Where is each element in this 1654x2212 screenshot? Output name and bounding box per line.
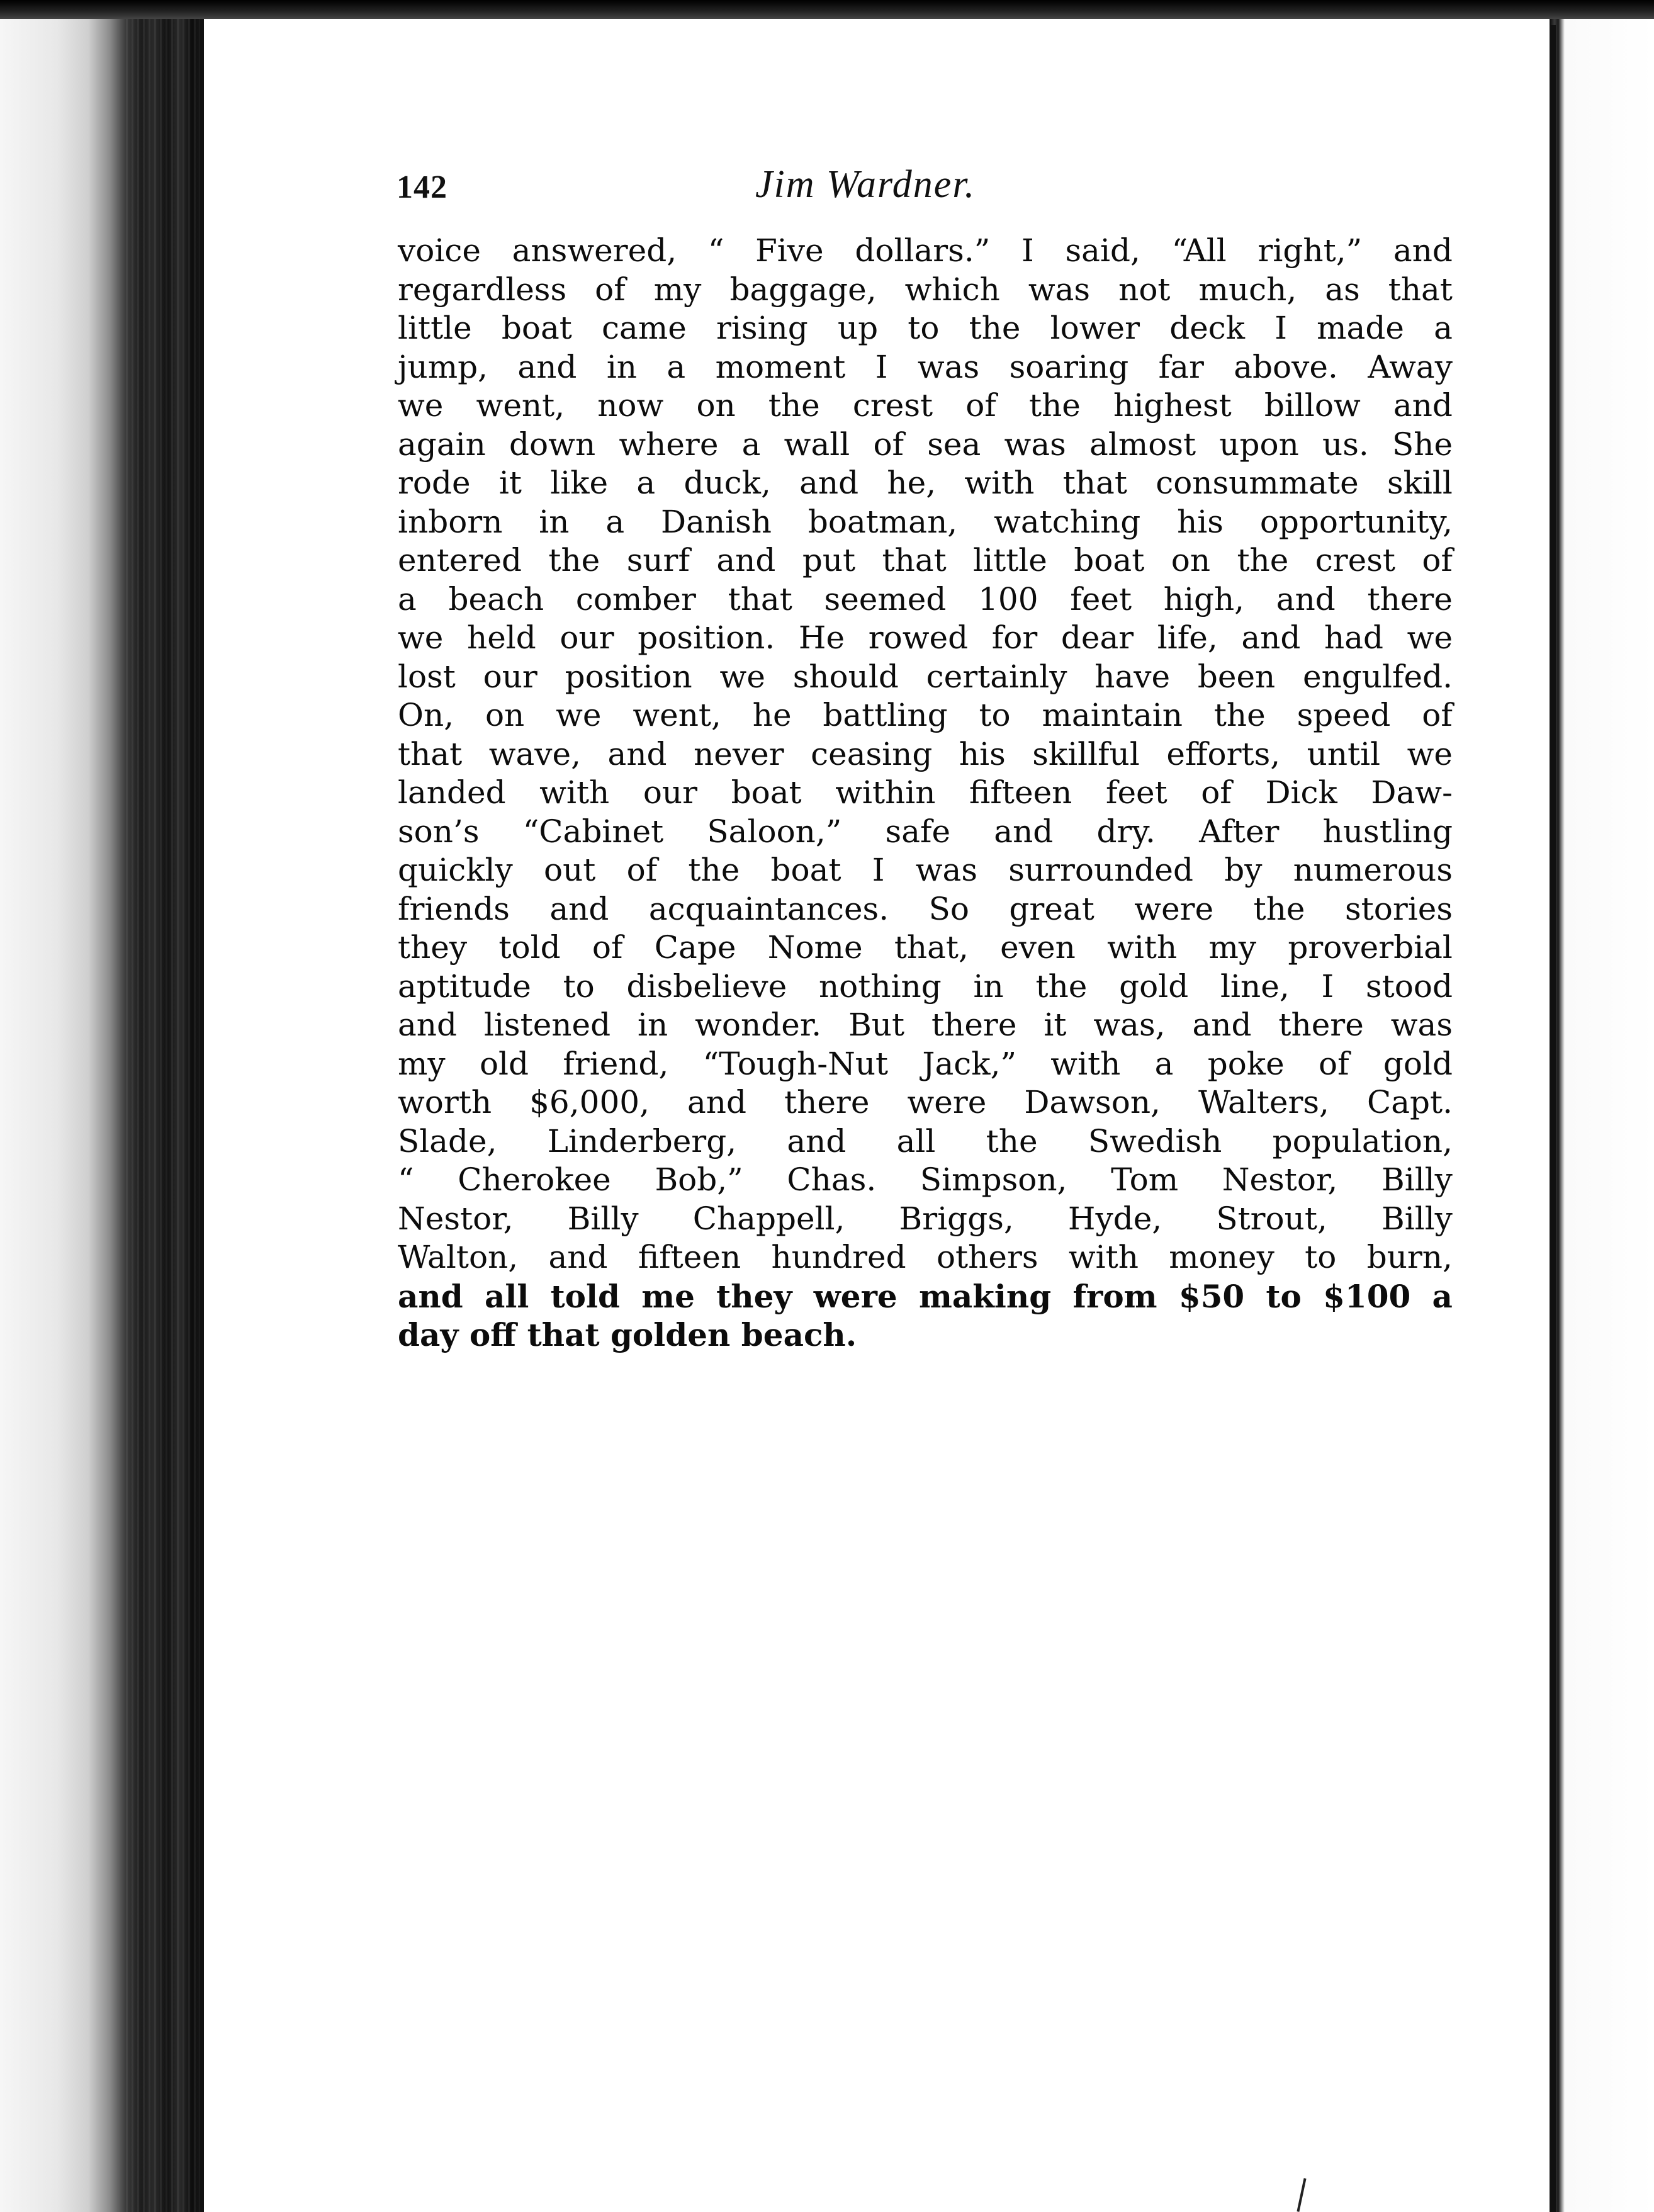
text-line: voice answered, “ Five dollars.” I said, “All right,” and [398, 232, 1453, 269]
text-line: “ Cherokee Bob,” Chas. Simpson, Tom Nestor, Billy [398, 1161, 1453, 1198]
text-line: day off that golden beach. [398, 1316, 857, 1353]
text-line: aptitude to disbelieve nothing in the gold line, I stood [398, 968, 1453, 1005]
text-line: little boat came rising up to the lower deck I made a [398, 310, 1453, 346]
text-line: inborn in a Danish boatman, watching his opportunity, [398, 503, 1453, 540]
text-line: Walton, and fifteen hundred others with money to burn, [398, 1239, 1453, 1275]
text-line: we held our position. He rowed for dear life, and had we [398, 619, 1453, 656]
text-line: worth $6,000, and there were Dawson, Walters, Capt. [398, 1084, 1453, 1120]
running-head [397, 165, 1057, 215]
text-line: friends and acquaintances. So great were the stories [398, 890, 1453, 927]
text-line: On, on we went, he battling to maintain the speed of [398, 697, 1453, 733]
text-line: entered the surf and put that little boat on the crest of [398, 542, 1453, 578]
text-line: my old friend, “Tough-Nut Jack,” with a poke of gold [398, 1045, 1453, 1082]
text-line: Nestor, Billy Chappell, Briggs, Hyde, Strout, Billy [398, 1200, 1453, 1237]
book-page-edges [0, 0, 214, 2212]
gutter-shadow [1550, 25, 1556, 2212]
text-line: we went, now on the crest of the highest billow and [398, 387, 1453, 424]
right-page-margin [1550, 0, 1654, 2212]
text-line: and all told me they were making from $50 to $100 a [398, 1277, 1453, 1315]
page-number: 142 [397, 169, 447, 205]
text-line: quickly out of the boat I was surrounded by numerous [398, 852, 1453, 888]
text-line: rode it like a duck, and he, with that consummate skill [398, 465, 1453, 501]
text-line: Slade, Linderberg, and all the Swedish population, [398, 1122, 1453, 1160]
text-line: son’s “Cabinet Saloon,” safe and dry. After hustling [398, 813, 1453, 850]
top-scan-border [0, 0, 1654, 19]
text-line: that wave, and never ceasing his skillful efforts, until we [398, 735, 1453, 772]
text-line: regardless of my baggage, which was not much, as that [398, 271, 1453, 308]
text-line: a beach comber that seemed 100 feet high, and there [398, 580, 1453, 618]
text-line: lost our position we should certainly have been engulfed. [398, 658, 1453, 695]
text-line: they told of Cape Nome that, even with my proverbial [398, 929, 1453, 966]
text-line: and listened in wonder. But there it was, and there was [398, 1007, 1453, 1043]
text-line: landed with our boat within fifteen feet of Dick Daw- [398, 774, 1453, 811]
body-text [398, 232, 1453, 1355]
running-title: Jim Wardner. [755, 163, 976, 206]
text-line: jump, and in a moment I was soaring far above. Away [398, 348, 1453, 385]
text-line: again down where a wall of sea was almost upon us. She [398, 426, 1453, 463]
